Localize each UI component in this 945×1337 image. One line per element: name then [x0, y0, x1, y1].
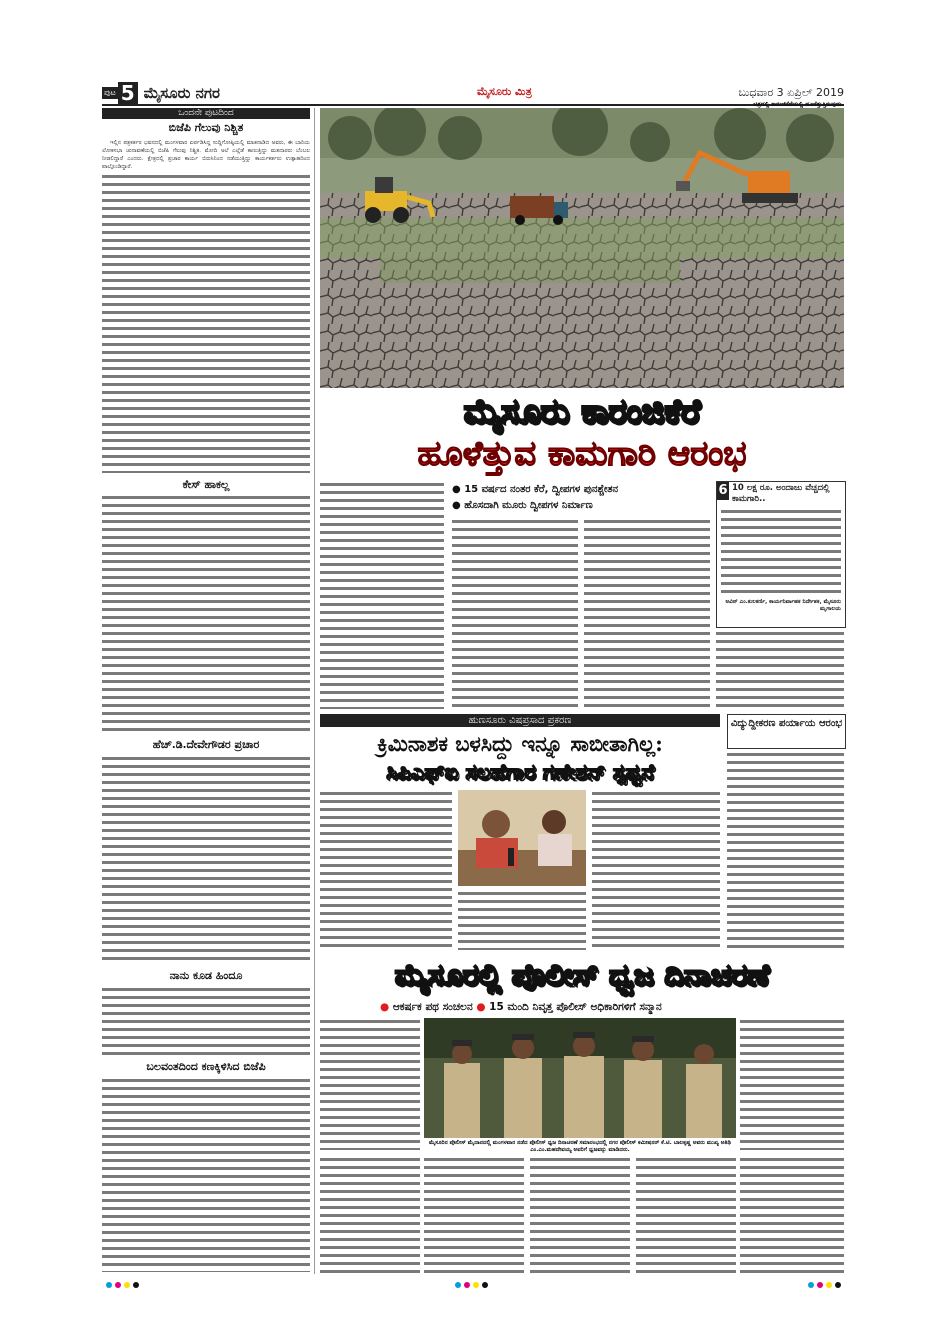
- poison-body-col-1: [320, 790, 452, 950]
- poison-headline-2: ಸಿಪಿಎಫ್‌ಐ ಸಲಹೆಗಾರ ಗಣೇಶನ್ ಸ್ಪಷ್ಟನೆ: [386, 759, 654, 784]
- quote-title: 10 ಲಕ್ಷ ರೂ. ಅಂದಾಜು ವೆಚ್ಚದಲ್ಲಿ ಕಾಮಗಾರಿ..: [732, 483, 830, 504]
- page-badge: [102, 82, 220, 104]
- left-body-2: [102, 494, 310, 732]
- subhead-hindu: ನಾನು ಕೂಡ ಹಿಂದೂ: [169, 969, 243, 982]
- continued-banner: ಒಂದನೇ ಪುಟದಿಂದ: [102, 108, 310, 119]
- print-registration-dots-left: [106, 1282, 139, 1288]
- police-body-row-4: [636, 1156, 736, 1274]
- police-photo-caption: ಮೈಸೂರಿನ ಪೊಲೀಸ್ ಮೈದಾನದಲ್ಲಿ ಮಂಗಳವಾರ ನಡೆದ ಪೊಲೀಸ್ ಧ್ವಜ ದಿನಾಚರಣೆ ಸಮಾರಂಭದಲ್ಲಿ ನಗರ ಪೊಲೀಸ್ ಕಮೀಷನರ್ ಕೆ.ಟಿ. ಬಾಲಕೃಷ್ಣ ಅವರು ಮುಖ್ಯ ಅತಿಥಿ ಎಂ.ಎಂ.ಮಹದೇವಯ್ಯ ಅವರಿಗೆ ಧ್ವಜವನ್ನು ಮಾಡಿದರು.: [428, 1140, 732, 1153]
- police-flag-day-photo: [424, 1018, 736, 1138]
- press-meet-photo: [458, 790, 586, 886]
- section-title: ಮೈಸೂರು ನಗರ: [143, 84, 220, 102]
- lake-headline-2: ಹೂಳೆತ್ತುವ ಕಾಮಗಾರಿ ಆರಂಭ: [417, 434, 747, 474]
- police-bullet-1: ಆಕರ್ಷಕ ಪಥ ಸಂಚಲನ: [392, 1001, 473, 1013]
- lake-photo-caption: ಚಿತ್ರದಲ್ಲಿ ಕಾರಂಜಿಕೆರೆಯಲ್ಲಿ ಹೂಳೆತ್ತುತ್ತಿರುವುದು.: [753, 101, 844, 108]
- electrification-body: [727, 751, 844, 951]
- subhead-case: ಕೇಸ್ ಹಾಕಲ್ಲ: [182, 478, 230, 491]
- quote-signature: ಅವಿನ್ ಎಂ.ಕುಲಕರ್ಣಿ, ಕಾರ್ಯನಿರ್ವಾಹಕ ನಿರ್ದೇಶಕ, ಮೈಸೂರು ಮೃಗಾಲಯ: [725, 599, 841, 612]
- quote-number-badge: 6: [718, 483, 728, 498]
- subhead-devegowda: ಹೆಚ್.ಡಿ.ದೇವೇಗೌಡರ ಪ್ರಚಾರ: [152, 738, 260, 751]
- police-body-row-1: [320, 1156, 420, 1274]
- lake-bullet-1: [452, 484, 618, 495]
- poison-body-col-3: [592, 790, 720, 950]
- lake-quote-box: [716, 481, 846, 628]
- lake-body-col-2: [452, 518, 578, 709]
- police-body-row-2: [424, 1156, 524, 1274]
- left-body-3: [102, 755, 310, 965]
- lake-headline-1: ಮೈಸೂರು ಕಾರಂಜಿಕೆರೆ: [463, 392, 701, 432]
- lake-bullet-2-text: ಹೊಸದಾಗಿ ಮೂರು ದ್ವೀಪಗಳ ನಿರ್ಮಾಣ: [464, 500, 593, 511]
- electrification-title-box: [727, 714, 846, 749]
- police-bullet-2: 15 ಮಂದಿ ನಿವೃತ್ತ ಪೊಲೀಸ್ ಅಧಿಕಾರಿಗಳಿಗೆ ಸನ್ಮಾನ: [489, 1001, 662, 1013]
- subhead-bjp: ಬಲವಂತದಿಂದ ಕಣಕ್ಕಿಳಿಸಿದ ಬಿಜೆಪಿ: [146, 1060, 266, 1073]
- page-number: 5: [118, 82, 138, 104]
- bullet-icon: ●: [476, 1001, 486, 1013]
- poison-body-col-2: [458, 890, 586, 950]
- lake-body-col-4: [716, 630, 844, 710]
- left-body-4: [102, 986, 310, 1056]
- lake-body-col-1: [320, 481, 444, 709]
- police-headline: ಮೈಸೂರಲ್ಲಿ ಪೊಲೀಸ್ ಧ್ವಜ ದಿನಾಚರಣೆ: [394, 958, 770, 993]
- bullet-icon: ●: [452, 484, 461, 495]
- police-body-col-left: [320, 1018, 420, 1150]
- issue-date: ಬುಧವಾರ 3 ಏಪ್ರಿಲ್ 2019: [738, 86, 844, 99]
- lake-desilting-photo: [320, 108, 844, 388]
- print-registration-dots-right: [808, 1282, 841, 1288]
- police-bullets: [380, 1001, 662, 1014]
- police-body-col-right: [740, 1018, 844, 1150]
- bullet-icon: ●: [380, 1001, 390, 1013]
- quote-body: [721, 508, 841, 596]
- poison-case-banner: ಹುಣಸೂರು ವಿಷಪ್ರಸಾದ ಪ್ರಕರಣ: [320, 714, 720, 727]
- brand-logo: ಮೈಸೂರು ಮಿತ್ರ: [477, 85, 532, 98]
- police-body-row-5: [740, 1156, 844, 1274]
- electrification-title: ವಿದ್ಯುದ್ದೀಕರಣ ಪರ್ಯಾಯ ಆರಂಭ: [730, 718, 843, 729]
- left-body-5: [102, 1077, 310, 1272]
- poison-headline-1: ಕ್ರಿಮಿನಾಶಕ ಬಳಸಿದ್ದು ಇನ್ನೂ ಸಾಬೀತಾಗಿಲ್ಲ:: [377, 731, 663, 756]
- print-registration-dots-center: [455, 1282, 488, 1288]
- lake-body-col-3: [584, 518, 710, 709]
- lake-bullet-1-text: 15 ವರ್ಷದ ನಂತರ ಕೆರೆ, ದ್ವೀಪಗಳ ಪುನಶ್ಚೇತನ: [464, 484, 619, 495]
- left-story-title: ಬಿಜೆಪಿ ಗೆಲುವು ನಿಶ್ಚಿತ: [168, 121, 244, 134]
- bullet-icon: ●: [452, 500, 461, 511]
- police-body-row-3: [530, 1156, 630, 1274]
- page-word: ಪುಟ: [104, 88, 116, 97]
- left-story-paragraph: ಇಲ್ಲಿನ ಪತ್ರಕರ್ತರ ಭವನದಲ್ಲಿ ಮಂಗಳವಾರ ಏರ್ಪಡಿಸಿದ್ದ ಸುದ್ದಿಗೋಷ್ಠಿಯಲ್ಲಿ ಮಾತನಾಡಿದ ಅವರು, ಈ ಬಾರಿಯ ಲೋಕಸಭಾ ಚುನಾವಣೆಯಲ್ಲಿ ಬಿಜೆಪಿ ಗೆಲುವು ನಿಶ್ಚಿತ. ಮೋದಿ ಅಲೆ ಎಲ್ಲೆಡೆ ಕಾಣುತ್ತಿದ್ದು ಮತದಾರರು ಬೆಂಬಲ ನೀಡಲಿದ್ದಾರೆ ಎಂದರು. ಕ್ಷೇತ್ರದಲ್ಲಿ ಪ್ರಚಾರ ಕಾರ್ಯ ಬಿರುಸಿನಿಂದ ನಡೆಯುತ್ತಿದ್ದು ಕಾರ್ಯಕರ್ತರು ಉತ್ಸಾಹದಿಂದ ಪಾಲ್ಗೊಂಡಿದ್ದಾರೆ.: [102, 140, 310, 171]
- lake-bullet-2: [452, 500, 593, 511]
- left-story-body: [102, 139, 310, 475]
